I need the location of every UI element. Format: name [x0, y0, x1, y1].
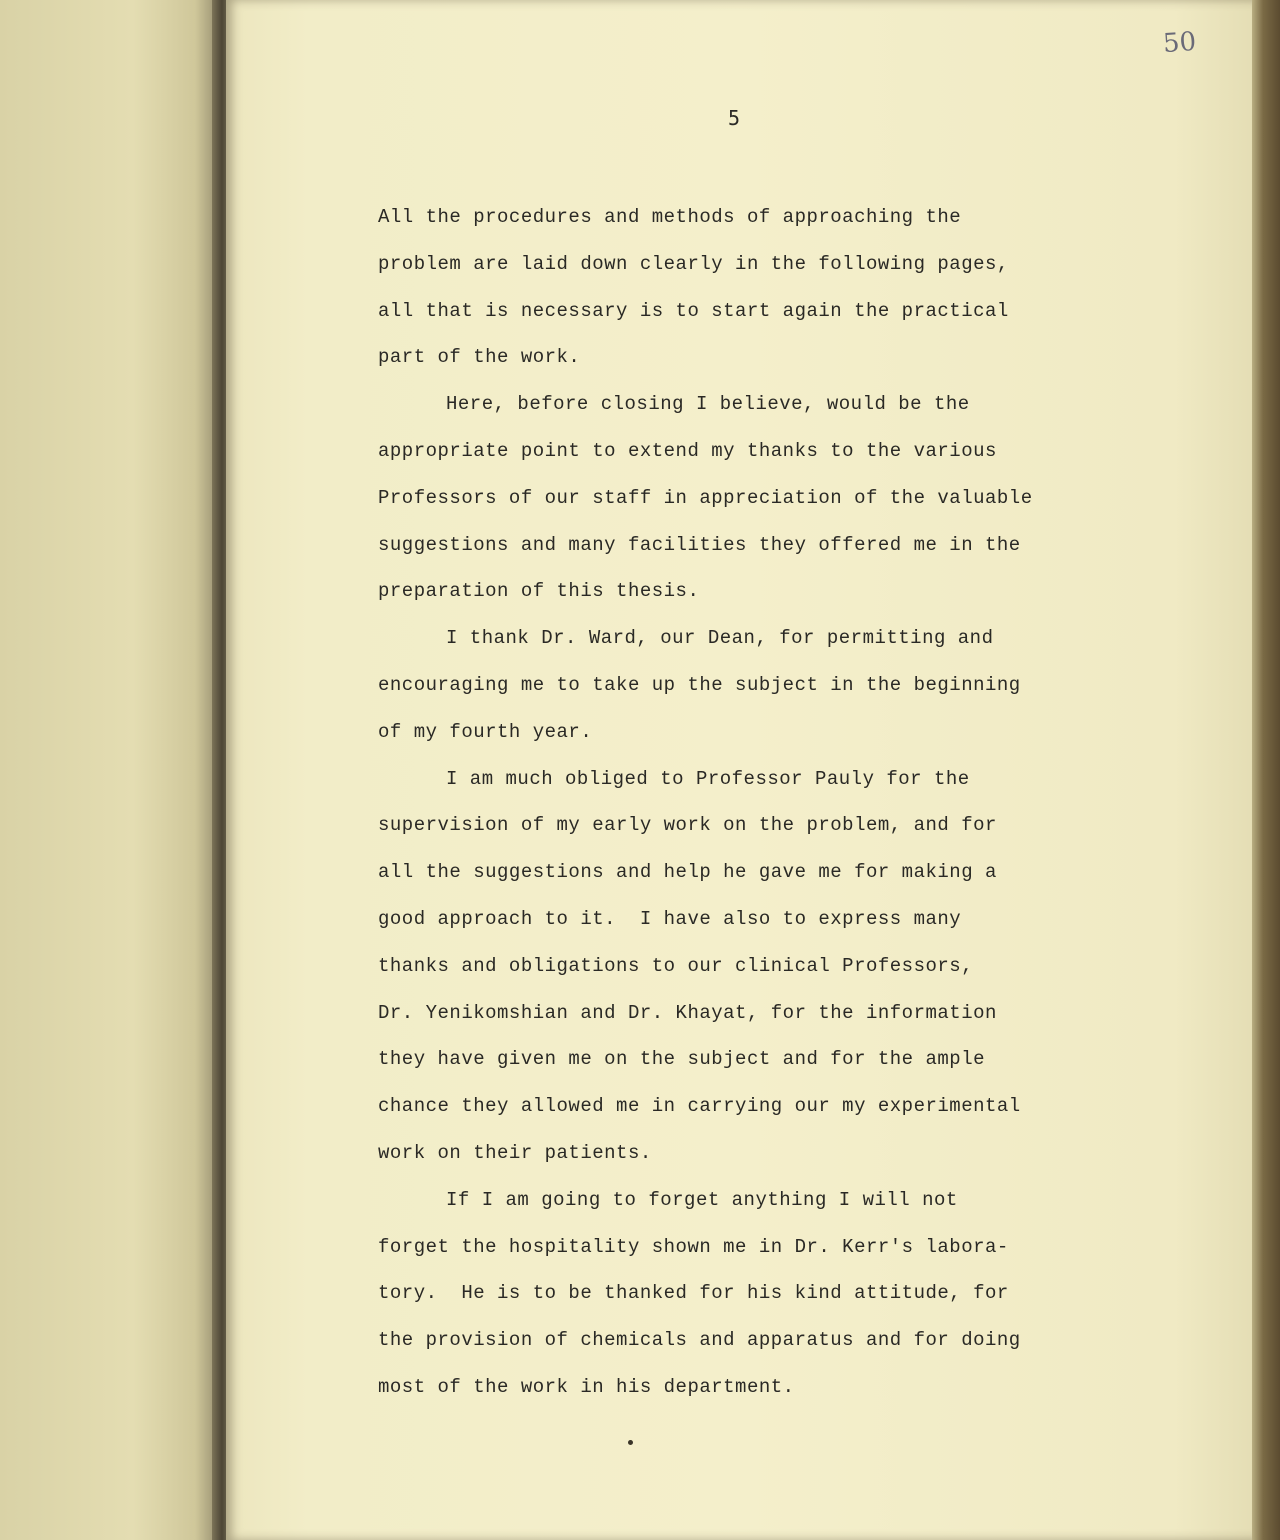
handwritten-folio-number: 50	[1161, 26, 1198, 60]
text-line: suggestions and many facilities they offered me in the	[378, 533, 1021, 556]
typed-body-text	[378, 194, 1178, 1411]
text-line: Dr. Yenikomshian and Dr. Khayat, for the information	[378, 1001, 997, 1024]
text-line: Professors of our staff in appreciation of the valuable	[378, 486, 1033, 509]
text-line: If I am going to forget anything I will not	[446, 1188, 958, 1211]
text-line: thanks and obligations to our clinical Professors,	[378, 954, 974, 977]
text-line: all that is necessary is to start again the practical	[378, 299, 1009, 322]
ink-speck	[628, 1440, 633, 1445]
text-line: forget the hospitality shown me in Dr. Kerr's labora-	[378, 1235, 1009, 1258]
text-line: supervision of my early work on the problem, and for	[378, 814, 997, 837]
text-line: chance they allowed me in carrying our my experimental	[378, 1095, 1021, 1118]
text-line: they have given me on the subject and for the ample	[378, 1048, 985, 1071]
text-line: part of the work.	[378, 346, 581, 369]
text-line: most of the work in his department.	[378, 1375, 795, 1398]
text-line: tory. He is to be thanked for his kind attitude, for	[378, 1282, 1009, 1305]
text-line: good approach to it. I have also to express many	[378, 907, 962, 930]
text-line: preparation of this thesis.	[378, 580, 700, 603]
text-line: all the suggestions and help he gave me for making a	[378, 861, 997, 884]
text-line: I thank Dr. Ward, our Dean, for permitting and	[446, 627, 994, 650]
text-line: work on their patients.	[378, 1141, 652, 1164]
text-line: All the procedures and methods of approaching the	[378, 206, 962, 228]
text-line: I am much obliged to Professor Pauly for the	[446, 767, 970, 790]
page-number: 5	[728, 106, 741, 130]
page-stack-edge	[1252, 0, 1280, 1540]
text-line: of my fourth year.	[378, 720, 593, 743]
text-line: the provision of chemicals and apparatus and for doing	[378, 1329, 1021, 1352]
text-line: appropriate point to extend my thanks to the various	[378, 439, 997, 462]
text-line: problem are laid down clearly in the following pages,	[378, 252, 1009, 275]
text-line: Here, before closing I believe, would be the	[446, 393, 970, 416]
text-line: encouraging me to take up the subject in the beginning	[378, 673, 1021, 696]
previous-page-edge	[0, 0, 222, 1540]
